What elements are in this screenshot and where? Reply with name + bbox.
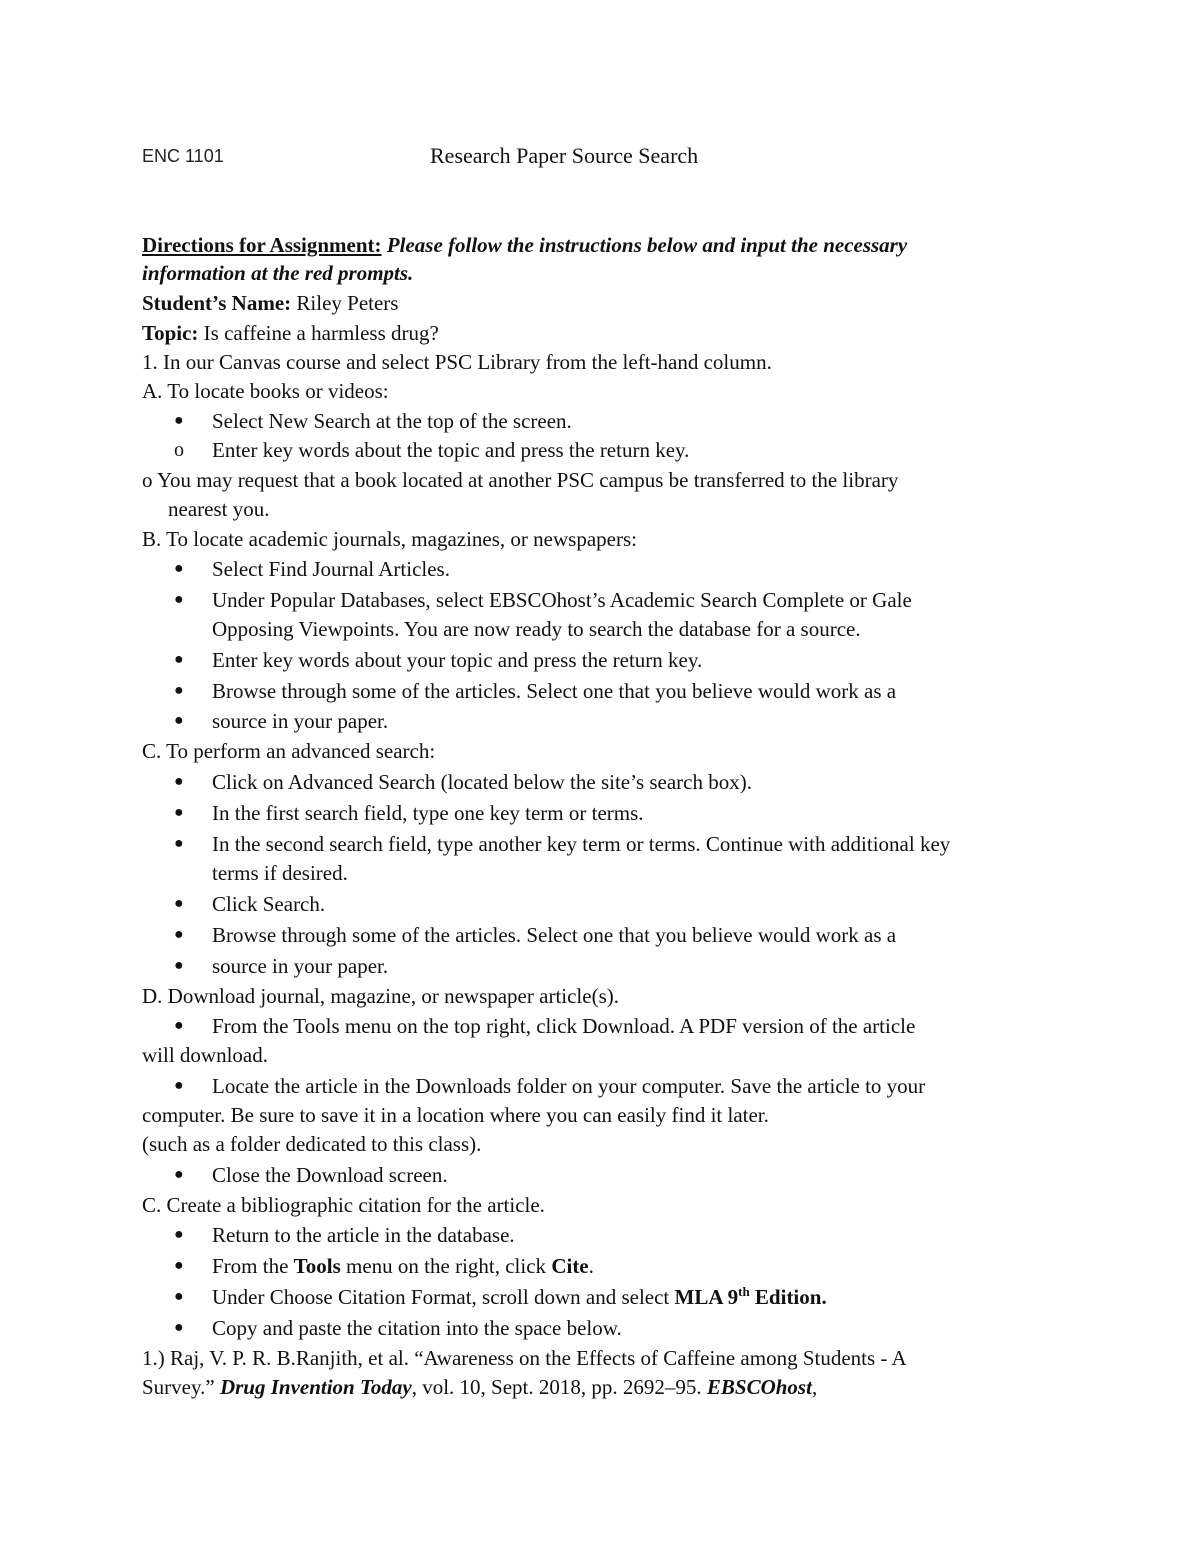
bullet-icon: ● [174, 651, 184, 668]
section-c-heading: C. To perform an advanced search: [142, 739, 436, 763]
section-c-item-5: Browse through some of the articles. Select one that you believe would work as a [212, 923, 897, 947]
step-1: 1. In our Canvas course and select PSC Library from the left-hand column. [142, 350, 772, 374]
section-e-item-2-end: . [588, 1254, 594, 1278]
section-c-item-6: source in your paper. [212, 954, 389, 978]
section-e-item-2-mid: menu on the right, click [340, 1254, 552, 1278]
tools-menu-text: Tools [293, 1254, 341, 1278]
section-b-item-2-cont: Opposing Viewpoints. You are now ready to search the database for a source. [212, 617, 861, 641]
section-a-sub-2-line-1: o You may request that a book located at another PSC campus be transferred to the library [142, 468, 899, 492]
bullet-icon: ● [174, 560, 184, 577]
topic-label: Topic: [142, 321, 199, 345]
section-e-item-2-pre: From the [212, 1254, 294, 1278]
student-name-line [142, 290, 398, 316]
section-e-item-4: Copy and paste the citation into the space below. [212, 1316, 622, 1340]
bullet-icon: ● [174, 1257, 184, 1274]
section-d-item-2: Locate the article in the Downloads folder on your computer. Save the article to your [212, 1074, 926, 1098]
directions-text-2: information at the red prompts. [142, 261, 414, 285]
citation-database: EBSCOhost [706, 1375, 812, 1399]
bullet-icon: ● [174, 773, 184, 790]
section-c-item-3-cont: terms if desired. [212, 861, 348, 885]
directions-line [142, 232, 907, 258]
mla-superscript: th [738, 1284, 750, 1299]
section-d-item-1-cont: will download. [142, 1043, 268, 1067]
bullet-icon: ● [174, 1077, 184, 1094]
citation-title-end: Survey.” [142, 1375, 220, 1399]
directions-label: Directions for Assignment: [142, 233, 382, 257]
citation-details: , vol. 10, Sept. 2018, pp. 2692–95. [411, 1375, 707, 1399]
bullet-icon: ● [174, 1166, 184, 1183]
edition-text: Edition. [749, 1285, 827, 1309]
section-a-sub-2-line-2: nearest you. [168, 497, 270, 521]
circle-bullet-icon: o [174, 439, 184, 461]
bullet-icon: ● [174, 1017, 184, 1034]
bullet-icon: ● [174, 804, 184, 821]
bullet-icon: ● [174, 412, 184, 429]
citation-line-2 [142, 1374, 817, 1400]
section-a-sub-1: Enter key words about the topic and press the return key. [212, 438, 690, 462]
student-name-value: Riley Peters [291, 291, 399, 315]
citation-end: , [811, 1375, 818, 1399]
bullet-icon: ● [174, 1319, 184, 1336]
section-c-item-2: In the first search field, type one key term or terms. [212, 801, 644, 825]
bullet-icon: ● [174, 682, 184, 699]
citation-line-1: 1.) Raj, V. P. R. B.Ranjith, et al. “Awareness on the Effects of Caffeine among Students - A [142, 1346, 907, 1370]
directions-text-1: Please follow the instructions below and input the necessary [381, 233, 908, 257]
bullet-icon: ● [174, 957, 184, 974]
bullet-icon: ● [174, 1288, 184, 1305]
bullet-icon: ● [174, 712, 184, 729]
section-c-item-3: In the second search field, type another key term or terms. Continue with additional key [212, 832, 951, 856]
citation-journal: Drug Invention Today [219, 1375, 412, 1399]
section-e-item-3 [212, 1284, 827, 1310]
section-a-bullet-1: Select New Search at the top of the screen. [212, 409, 572, 433]
section-c-item-4: Click Search. [212, 892, 326, 916]
cite-text: Cite [551, 1254, 589, 1278]
section-b-heading: B. To locate academic journals, magazines, or newspapers: [142, 527, 637, 551]
topic-line [142, 320, 439, 346]
section-c-item-1: Click on Advanced Search (located below the site’s search box). [212, 770, 752, 794]
section-e-heading: C. Create a bibliographic citation for the article. [142, 1193, 545, 1217]
course-code: ENC 1101 [142, 146, 224, 166]
bullet-icon: ● [174, 835, 184, 852]
bullet-icon: ● [174, 591, 184, 608]
section-b-item-2: Under Popular Databases, select EBSCOhost’s Academic Search Complete or Gale [212, 588, 912, 612]
student-name-label: Student’s Name: [142, 291, 292, 315]
section-a-heading: A. To locate books or videos: [142, 379, 389, 403]
bullet-icon: ● [174, 1226, 184, 1243]
section-d-item-2-cont-2: (such as a folder dedicated to this class). [142, 1132, 482, 1156]
section-d-item-2-cont: computer. Be sure to save it in a location where you can easily find it later. [142, 1103, 769, 1127]
topic-value: Is caffeine a harmless drug? [198, 321, 439, 345]
section-b-item-3: Enter key words about your topic and press the return key. [212, 648, 703, 672]
section-e-item-3-pre: Under Choose Citation Format, scroll down and select [212, 1285, 675, 1309]
section-b-item-5: source in your paper. [212, 709, 389, 733]
section-b-item-1: Select Find Journal Articles. [212, 557, 450, 581]
document-title: Research Paper Source Search [430, 143, 699, 168]
bullet-icon: ● [174, 926, 184, 943]
section-d-heading: D. Download journal, magazine, or newspaper article(s). [142, 984, 619, 1008]
section-b-item-4: Browse through some of the articles. Select one that you believe would work as a [212, 679, 897, 703]
section-e-item-2 [212, 1253, 594, 1279]
section-d-item-1: From the Tools menu on the top right, click Download. A PDF version of the article [212, 1014, 916, 1038]
mla-format-text: MLA 9 [674, 1285, 739, 1309]
section-d-item-3: Close the Download screen. [212, 1163, 448, 1187]
section-e-item-1: Return to the article in the database. [212, 1223, 515, 1247]
bullet-icon: ● [174, 895, 184, 912]
